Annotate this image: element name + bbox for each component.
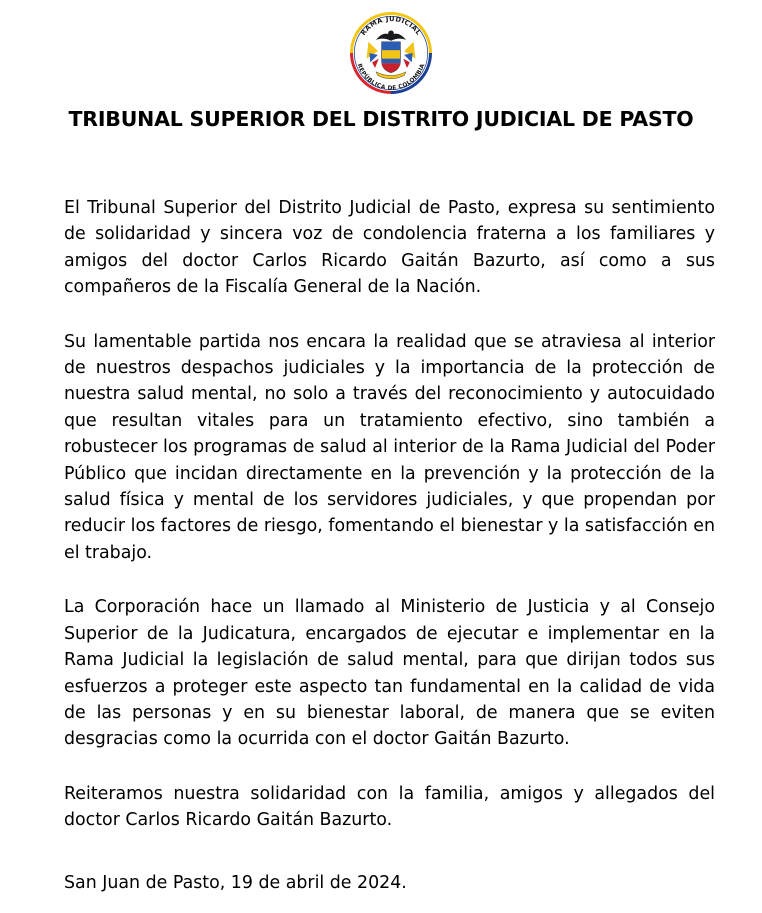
document-title: TRIBUNAL SUPERIOR DEL DISTRITO JUDICIAL DE PASTO — [68, 107, 694, 131]
paragraph-call-to-action: La Corporación hace un llamado al Ministerio de Justicia y al Consejo Superior de la Judicatura, encargados de ejecutar e implementar en la Rama Judicial la legislación de salud mental, para que dirijan todos sus esfuerzos a proteger este aspecto tan fundamental en la calidad de vida de las personas y en su bienestar laboral, de manera que se eviten desgracias como la ocurrida con el doctor Gaitán Bazurto. — [64, 597, 715, 750]
svg-text:REPÚBLICA DE COLOMBIA: REPÚBLICA DE COLOMBIA — [355, 63, 427, 92]
rama-judicial-seal-logo — [344, 6, 438, 100]
paragraph-solidarity: Reiteramos nuestra solidaridad con la familia, amigos y allegados del doctor Carlos Ricardo Gaitán Bazurto. — [64, 783, 715, 831]
document-body — [64, 195, 715, 896]
paragraph-condolences: El Tribunal Superior del Distrito Judicial de Pasto, expresa su sentimiento de solidaridad y sincera voz de condolencia fraterna a los familiares y amigos del doctor Carlos Ricardo Gaitán Bazurto, así como a sus compañeros de la Fiscalía General de la Nación. — [64, 198, 715, 298]
svg-text:RAMA JUDICIAL: RAMA JUDICIAL — [359, 14, 423, 37]
date-line: San Juan de Pasto, 19 de abril de 2024. — [64, 872, 407, 893]
paragraph-mental-health: Su lamentable partida nos encara la realidad que se atraviesa al interior de nuestros despachos judiciales y la importancia de la protección de nuestra salud mental, no solo a través del reconocimiento y autocuidado que resultan vitales para un tratamiento efectivo, sino también a robustecer los programas de salud al interior de la Rama Judicial del Poder Público que incidan directamente en la prevención y la protección de la salud física y mental de los servidores judiciales, y que propendan por reducir los factores de riesgo, fomentando el bienestar y la satisfacción en el trabajo. — [64, 331, 715, 563]
